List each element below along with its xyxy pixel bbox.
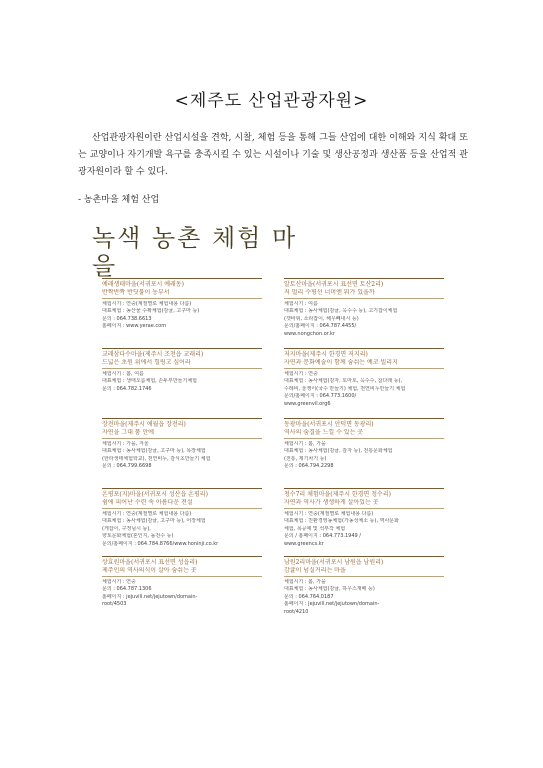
village-slogan: 자연과 역사가 생생하게 살아있는 곳 [284,499,444,509]
village-slogan: 자연과 문화예술이 함께 숨쉬는 예코 빌리지 [284,359,444,369]
village-info-line: 향토문화체험(혼인지, 돌전수 등) [102,533,174,540]
village-entry [284,488,444,548]
village-entry [102,418,262,471]
village-entry [284,348,444,408]
village-info-line: www.nongchon.or.kr [284,330,335,337]
village-name: 예래생태마을(서귀포시 예래동) [102,278,262,289]
village-info-line: 대표체험 : 농사체험(감귤, 고구마 등), 어장체험 [102,518,206,525]
village-entry [102,278,262,331]
village-info-line: 체험시기 : 봄, 가을 [284,441,326,447]
village-name: 장전마을(제주시 애월읍 장전리) [102,418,262,429]
village-info-line: 대표체험 : 농사체험(감자, 토마토, 옥수수, 참다래 등), [284,378,403,385]
village-info-line: root/4503 [102,601,127,608]
village-entry [284,418,444,471]
village-info-line: 홈페이지 : jejuvill.net/jejutown/domain- [284,601,380,608]
village-info-line: 대표체험 : 농산물 수확체험(감귤, 고구마 등) [102,308,200,315]
village-info-line: 대표체험 : 농사체험(감귤, 고구마 등), 목장체험 [102,448,206,455]
village-info-line: 체험시기 : 연중(계절별로 체험내용 다름) [102,511,192,517]
village-slogan: 저 멀리 수평선 너머엔 뭐가 있을까 [284,289,444,299]
village-info-line: 문의 : 064.794.2298 [284,463,334,470]
village-info-line: 홈페이지 : jejuvill.net/jejutown/domain- [102,593,198,600]
village-info-line: 문의/홈페이지 : 064.773.1600/ [284,393,357,400]
village-name: 알토산마을(서귀포시 표선면 토산2리) [284,278,444,289]
village-info-line: (갯바위, 소라잡이, 해우빼내시 등) [284,315,359,322]
village-info-line: (게잡이, 구정님시 등), [102,525,151,532]
village-name: 상효원마을(서귀포시 표선면 성읍리) [102,556,262,567]
document-title: <제주도 산업관광자원> [174,91,369,111]
village-slogan: 반짝반짝 반딧불이 농부서 [102,289,262,299]
village-name: 저지마을(제주시 한경면 저지리) [284,348,444,359]
village-slogan: 드넓은 초원 위에서 힐링고 싶어라 [102,359,262,369]
village-name: 청수7리 체험마을(제주시 한경면 청수리) [284,488,444,499]
village-brochure [78,212,468,632]
village-info-line: 문의 / 홈페이지 : 064.773.1949 / [284,533,361,540]
village-info-line: 체험시기 : 연중(계절별로 체험내용 다름) [284,511,374,517]
village-info-line: 문의 : 064.738.6613 [102,315,152,322]
village-info-line: 대표체험 : 생태오름체험, 손두부만들기체험 [102,378,197,385]
village-entry [284,278,444,338]
village-info-line: 문의 : 064.782.1746 [102,385,152,392]
village-info-line: 대표체험 : 농사체험(감귤, 하우스재배 등) [284,586,375,593]
village-info-line: 체험시기 : 연중 [102,579,136,585]
village-info-line: root/4210 [284,608,309,615]
village-info-line: (전통, 제기차기 등) [284,455,327,462]
village-info-line: 대표체험 : 농사체험(감귤, 감자 등), 전통문화체험 [284,448,393,455]
village-info-line: 체험시기 : 여름 [284,301,318,307]
village-entry [102,556,262,609]
section-subheading: - 농촌마을 체험 산업 [78,195,160,205]
brochure-title: 녹색 농촌 체험 마을 [92,224,298,280]
village-slogan: 자연을 그대 품 안에 [102,429,262,439]
village-slogan: 제주인의 역사의식이 살아 숨쉬는 곳 [102,567,262,577]
village-info-line: 체험시기 : 연중 [284,371,318,377]
village-info-line: 체험시기 : 연중(계절별로 체험내용 다름) [102,301,192,307]
village-name: 교래삼다수마을(제주시 조천읍 교래리) [102,348,262,359]
village-info-line: 수레비, 울쟁이(국수 만들기) 체험, 천연비누만들기 체험 [284,385,406,392]
village-info-line: 문의 : 064.799.6698 [102,463,152,470]
village-name: 온평포(지)마을(서귀포시 성산읍 온평리) [102,488,262,499]
village-name: 남원2리마을(서귀포시 남원읍 남원리) [284,556,444,567]
village-info-line: 체험시기 : 봄, 여름 [102,371,144,377]
village-slogan: 역사의 숨결을 느낄 수 있는 곳 [284,429,444,439]
village-info-line: www.greencs.kr [284,540,324,547]
village-entry [284,556,444,616]
village-name: 동광마을(서귀포시 안덕면 동광리) [284,418,444,429]
intro-paragraph: 산업관광자원이란 산업시설을 견학, 시찰, 체험 등을 통해 그들 산업에 대한 이해와 지식 확대 또는 교양이나 자기개발 욕구를 충족시킬 수 있는 시설이나 기술 및 생산공정과 생산품 등을 산업적 관광자원이라 할 수 있다. [78,133,468,177]
village-info-line: www.greenvil.org6 [284,400,331,407]
village-info-line: 체험, 목공예 및 석부작 체험 [284,525,346,532]
village-info-line: 문의/홈페이지 : 064.787.4455/ [284,323,357,330]
village-slogan: 쉼에 피어난 수련 속 아름다운 전설 [102,499,262,509]
village-entry [102,348,262,393]
village-info-line: 문의/홈페이지 : 064.784.8766/www.honinji.co.kr [102,540,219,547]
village-entry [102,488,262,548]
village-info-line: 대표체험 : 농사체험(감귤, 옥수수 등), 고기잡이체험 [284,308,398,315]
village-info-line: 대표체험 : 친환경영농체험(가농성체소 등), 역사문화 [284,518,399,525]
village-info-line: 문의 : 064.764.0187 [284,593,334,600]
village-info-line: 문의 : 064.787.1306 [102,586,152,593]
village-info-line: 체험시기 : 봄, 가을 [284,579,326,585]
village-info-line: 홈페이지 : www.yerae.com [102,323,167,330]
village-slogan: 감귤이 넘실거리는 마을 [284,567,444,577]
village-info-line: 체험시기 : 가을, 겨울 [102,441,149,447]
village-info-line: (한라생태체험학교), 천연비누, 감식초만들기 체험 [102,455,211,462]
